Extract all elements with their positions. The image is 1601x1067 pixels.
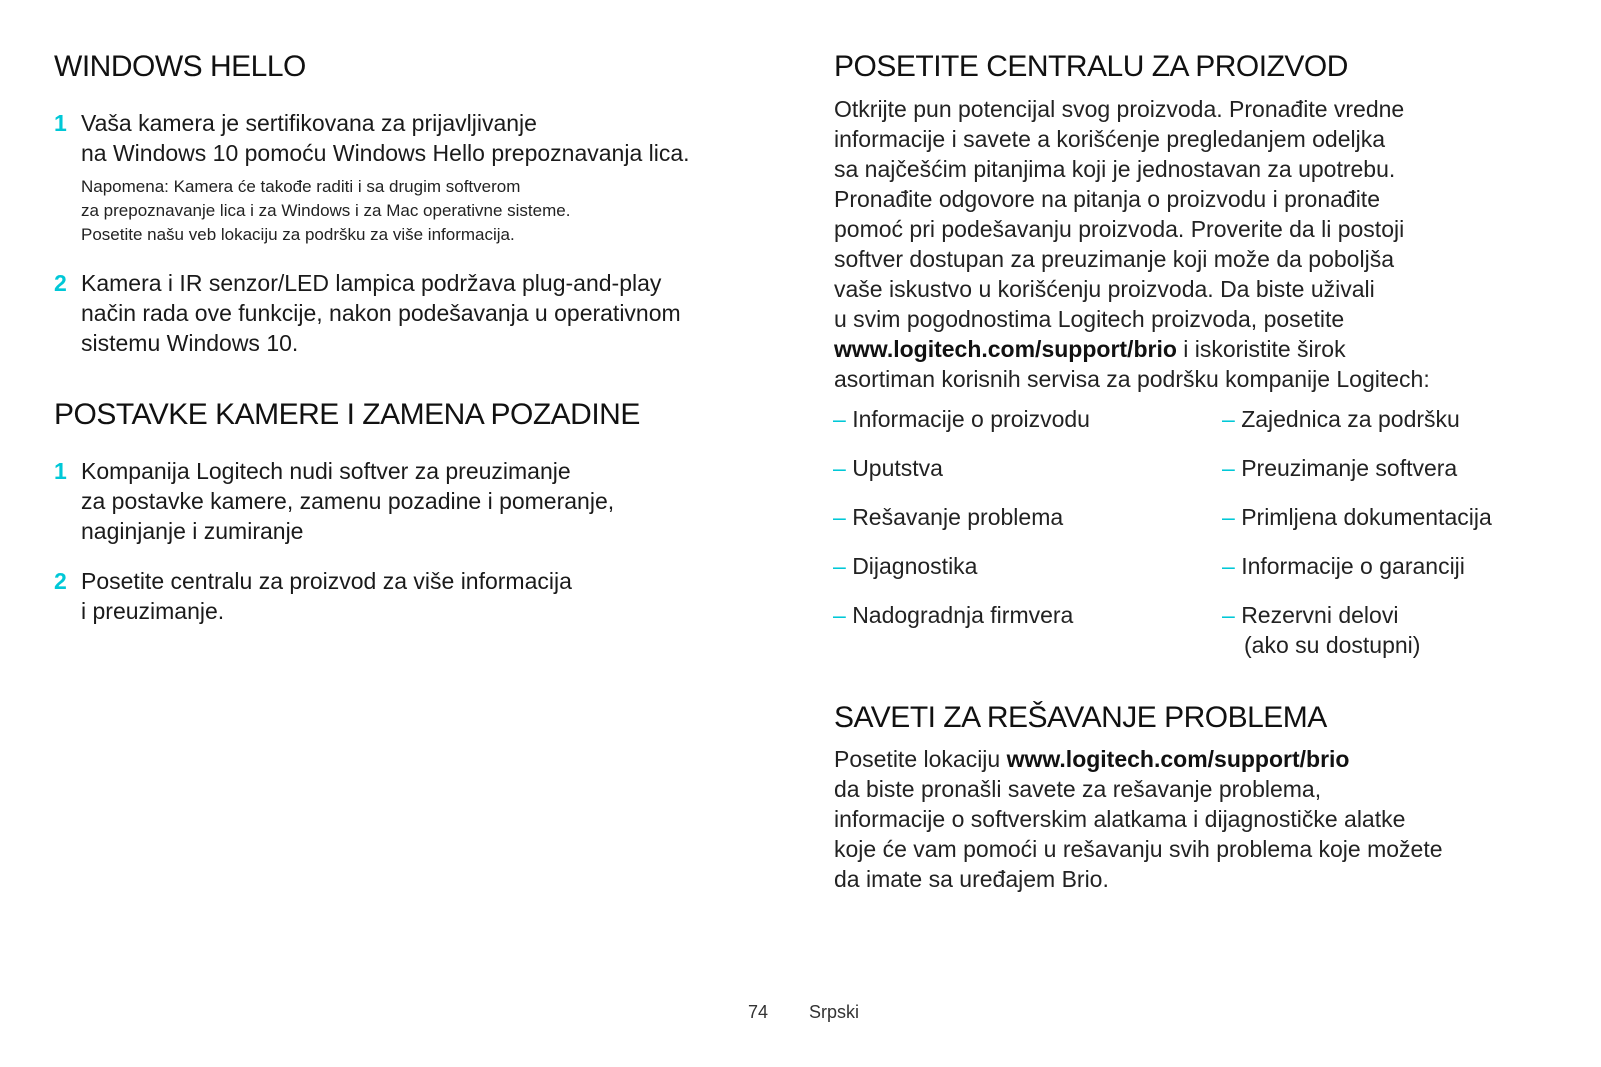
item-text-line: Kamera i IR senzor/LED lampica podržava plug-and-play <box>81 270 662 296</box>
product-central-heading: POSETITE CENTRALU ZA PROIZVOD <box>834 50 1348 83</box>
paragraph-line: da imate sa uređajem Brio. <box>834 866 1109 892</box>
troubleshooting-paragraph <box>834 744 1564 894</box>
bullet-text: Rezervni delovi <box>1241 602 1399 628</box>
bullet-dash: – <box>1222 504 1235 530</box>
hello-item-2 <box>54 268 681 358</box>
paragraph-line: vaše iskustvo u korišćenju proizvoda. Da biste uživali <box>834 276 1375 302</box>
service-bullet <box>833 404 1090 434</box>
paragraph-line <box>834 744 1564 774</box>
bullet-text: Uputstva <box>852 455 943 481</box>
note-line: za prepoznavanje lica i za Windows i za Mac operativne sisteme. <box>81 201 571 220</box>
paragraph-line: softver dostupan za preuzimanje koji može da poboljša <box>834 246 1394 272</box>
lead-text: Posetite lokaciju <box>834 746 1007 772</box>
camera-item-2 <box>54 566 572 626</box>
hello-item-1 <box>54 108 690 168</box>
product-central-paragraph <box>834 94 1564 394</box>
item-number: 2 <box>54 270 67 296</box>
bullet-dash: – <box>833 553 846 579</box>
paragraph-line: informacije o softverskim alatkama i dijagnostičke alatke <box>834 806 1406 832</box>
page-number: 74 <box>748 1002 769 1022</box>
paragraph-line: u svim pogodnostima Logitech proizvoda, posetite <box>834 306 1345 332</box>
item-text-line: na Windows 10 pomoću Windows Hello prepoznavanja lica. <box>81 140 690 166</box>
item-text-line: i preuzimanje. <box>81 598 225 624</box>
windows-hello-heading: WINDOWS HELLO <box>54 50 306 83</box>
service-bullet <box>1222 551 1465 581</box>
link-after-text: i iskoristite širok <box>1176 336 1346 362</box>
bullet-text: Preuzimanje softvera <box>1241 455 1458 481</box>
bullet-text: Rešavanje problema <box>852 504 1064 530</box>
item-text-line: Kompanija Logitech nudi softver za preuzimanje <box>81 458 571 484</box>
bullet-dash: – <box>833 406 846 432</box>
paragraph-line: informacije i savete a korišćenje pregledanjem odeljka <box>834 126 1386 152</box>
bullet-text: Zajednica za podršku <box>1241 406 1460 432</box>
item-text-line: način rada ove funkcije, nakon podešavanja u operativnom <box>81 300 681 326</box>
bullet-text: Informacije o garanciji <box>1241 553 1465 579</box>
bullet-dash: – <box>1222 455 1235 481</box>
bullet-text: Nadogradnja firmvera <box>852 602 1074 628</box>
bullet-dash: – <box>833 504 846 530</box>
support-link[interactable]: www.logitech.com/support/brio <box>1006 746 1350 772</box>
troubleshooting-heading: SAVETI ZA REŠAVANJE PROBLEMA <box>834 701 1327 734</box>
paragraph-line: Pronađite odgovore na pitanja o proizvodu i pronađite <box>834 186 1380 212</box>
note-line: Posetite našu veb lokaciju za podršku za više informacija. <box>81 225 515 244</box>
item-number: 1 <box>54 458 67 484</box>
bullet-dash: – <box>1222 602 1235 628</box>
service-bullet <box>833 453 943 483</box>
camera-item-1 <box>54 456 614 546</box>
item-text-line: Vaša kamera je sertifikovana za prijavljivanje <box>81 110 537 136</box>
bullet-text: Primljena dokumentacija <box>1241 504 1492 530</box>
paragraph-line: asortiman korisnih servisa za podršku kompanije Logitech: <box>834 366 1430 392</box>
service-bullet <box>833 502 1063 532</box>
bullet-dash: – <box>833 455 846 481</box>
camera-settings-heading: POSTAVKE KAMERE I ZAMENA POZADINE <box>54 398 640 431</box>
item-text-line: naginjanje i zumiranje <box>81 518 304 544</box>
service-bullet <box>1222 453 1457 483</box>
bullet-text: Dijagnostika <box>852 553 978 579</box>
support-link[interactable]: www.logitech.com/support/brio <box>834 336 1177 362</box>
bullet-dash: – <box>1222 553 1235 579</box>
paragraph-line: pomoć pri podešavanju proizvoda. Proverite da li postoji <box>834 216 1405 242</box>
service-bullet <box>1222 404 1460 434</box>
page-language: Srpski <box>809 1002 860 1022</box>
service-bullet <box>1222 502 1492 532</box>
item-number: 2 <box>54 568 67 594</box>
note-line: Napomena: Kamera će takođe raditi i sa drugim softverom <box>81 177 521 196</box>
hello-note <box>81 175 570 247</box>
service-bullet <box>833 600 1073 630</box>
item-text-line: Posetite centralu za proizvod za više informacija <box>81 568 572 594</box>
paragraph-line <box>834 334 1564 364</box>
bullet-dash: – <box>833 602 846 628</box>
item-text-line: za postavke kamere, zamenu pozadine i pomeranje, <box>81 488 615 514</box>
service-bullet <box>1222 600 1420 660</box>
bullet-dash: – <box>1222 406 1235 432</box>
paragraph-line: koje će vam pomoći u rešavanju svih problema koje možete <box>834 836 1443 862</box>
paragraph-line: sa najčešćim pitanjima koji je jednostavan za upotrebu. <box>834 156 1396 182</box>
service-bullet <box>833 551 977 581</box>
paragraph-line: da biste pronašli savete za rešavanje problema, <box>834 776 1322 802</box>
paragraph-line: Otkrijte pun potencijal svog proizvoda. Pronađite vredne <box>834 96 1405 122</box>
bullet-continuation: (ako su dostupni) <box>1244 632 1421 658</box>
bullet-text: Informacije o proizvodu <box>852 406 1090 432</box>
item-number: 1 <box>54 110 67 136</box>
item-text-line: sistemu Windows 10. <box>81 330 299 356</box>
